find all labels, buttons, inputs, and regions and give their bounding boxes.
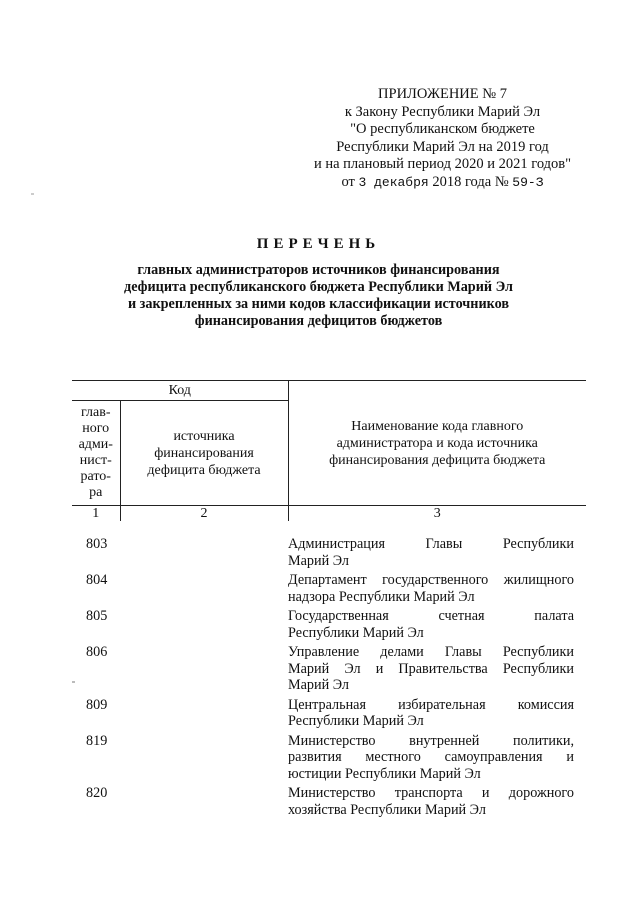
subtitle-line: и закрепленных за ними кодов классификации источников [127,296,510,312]
header-line: финансирования [154,445,254,461]
column-number: 3 [288,506,586,522]
admin-name-line: Государственная счетная палата [288,608,574,624]
admin-name-line: хозяйства Республики Марий Эл [288,801,486,818]
admin-name-line: Министерство внутренней политики, [288,732,574,749]
admin-code: 804 [86,572,108,588]
appendix-block [300,86,585,191]
appendix-line: ПРИЛОЖЕНИЕ № 7 [378,86,507,102]
admin-name-line: Марий Эл [288,552,349,569]
header-line: Наименование кода главного [351,418,524,434]
admin-name-line: развития местного самоуправления и [288,749,574,765]
header-line: источника [173,428,235,444]
admin-code: 819 [86,732,108,749]
code-group-header: Код [72,381,288,401]
admin-name-line: Управление делами Главы Республики [288,644,574,660]
table-row [72,572,586,605]
scan-speck [72,681,75,683]
admin-code: 820 [86,785,108,801]
admin-code: 809 [86,696,108,713]
scan-speck [31,193,34,195]
appendix-line: и на плановый период 2020 и 2021 годов" [313,156,572,172]
admin-code: 805 [86,608,108,624]
date-year: 2018 года № [432,173,509,190]
source-code-column-header [120,401,288,506]
subtitle-line: финансирования дефицитов бюджетов [194,313,443,329]
document-title: ПЕРЕЧЕНЬ [256,236,381,252]
admin-name [288,572,574,605]
admin-name-line: Центральная избирательная комиссия [288,696,574,713]
column-number: 1 [72,506,120,522]
header-line: ного [82,421,110,436]
table-row [72,733,586,783]
admin-name-line: юстиции Республики Марий Эл [288,765,481,782]
date-value: 3 декабря [358,174,429,190]
admin-name-line: Марий Эл и Правительства Республики [288,660,574,677]
admin-name-line: Департамент государственного жилищного [288,572,574,588]
header-line: финансирования дефицита бюджета [329,452,546,468]
admin-name-line: Республики Марий Эл [288,624,424,641]
appendix-line: к Закону Республики Марий Эл [344,103,541,120]
admin-name [288,608,574,641]
header-line: адми- [78,437,113,452]
admin-name-line: Министерство транспорта и дорожного [288,785,574,801]
table-row [72,536,586,569]
header-line: нист- [79,453,112,468]
table-body [72,536,586,821]
table-row [72,697,586,730]
column-number: 2 [120,506,288,522]
document-subtitle [100,262,537,330]
admin-name-line: Марий Эл [288,677,349,693]
header-line: рато- [80,469,111,484]
table-row [72,608,586,641]
admin-name [288,697,574,730]
admin-code: 803 [86,536,108,552]
header-line: ра [89,485,103,500]
header-line: глав- [80,405,111,420]
header-line: администратора и кода источника [336,435,538,451]
header-line: дефицита бюджета [147,462,261,478]
admin-name [288,733,574,783]
table-header [72,380,586,521]
table-row [72,644,586,694]
date-prefix: от [341,173,355,190]
table-row [72,785,586,818]
admin-name [288,785,574,818]
admin-name-line: Администрация Главы Республики [288,536,574,552]
admin-name [288,644,574,694]
admin-name-line: Республики Марий Эл [288,713,424,729]
name-column-header [288,381,586,506]
admin-name-line: надзора Республики Марий Эл [288,588,475,605]
admin-code-column-header [72,401,120,506]
appendix-line: "О республиканском бюджете [350,121,535,137]
admin-code: 806 [86,644,108,660]
appendix-date-line [300,174,585,192]
admin-name [288,536,574,569]
subtitle-line: дефицита республиканского бюджета Республики Марий Эл [124,279,513,295]
appendix-line: Республики Марий Эл на 2019 год [336,138,549,155]
law-number: 59-З [512,174,544,190]
subtitle-line: главных администраторов источников финансирования [137,262,500,278]
